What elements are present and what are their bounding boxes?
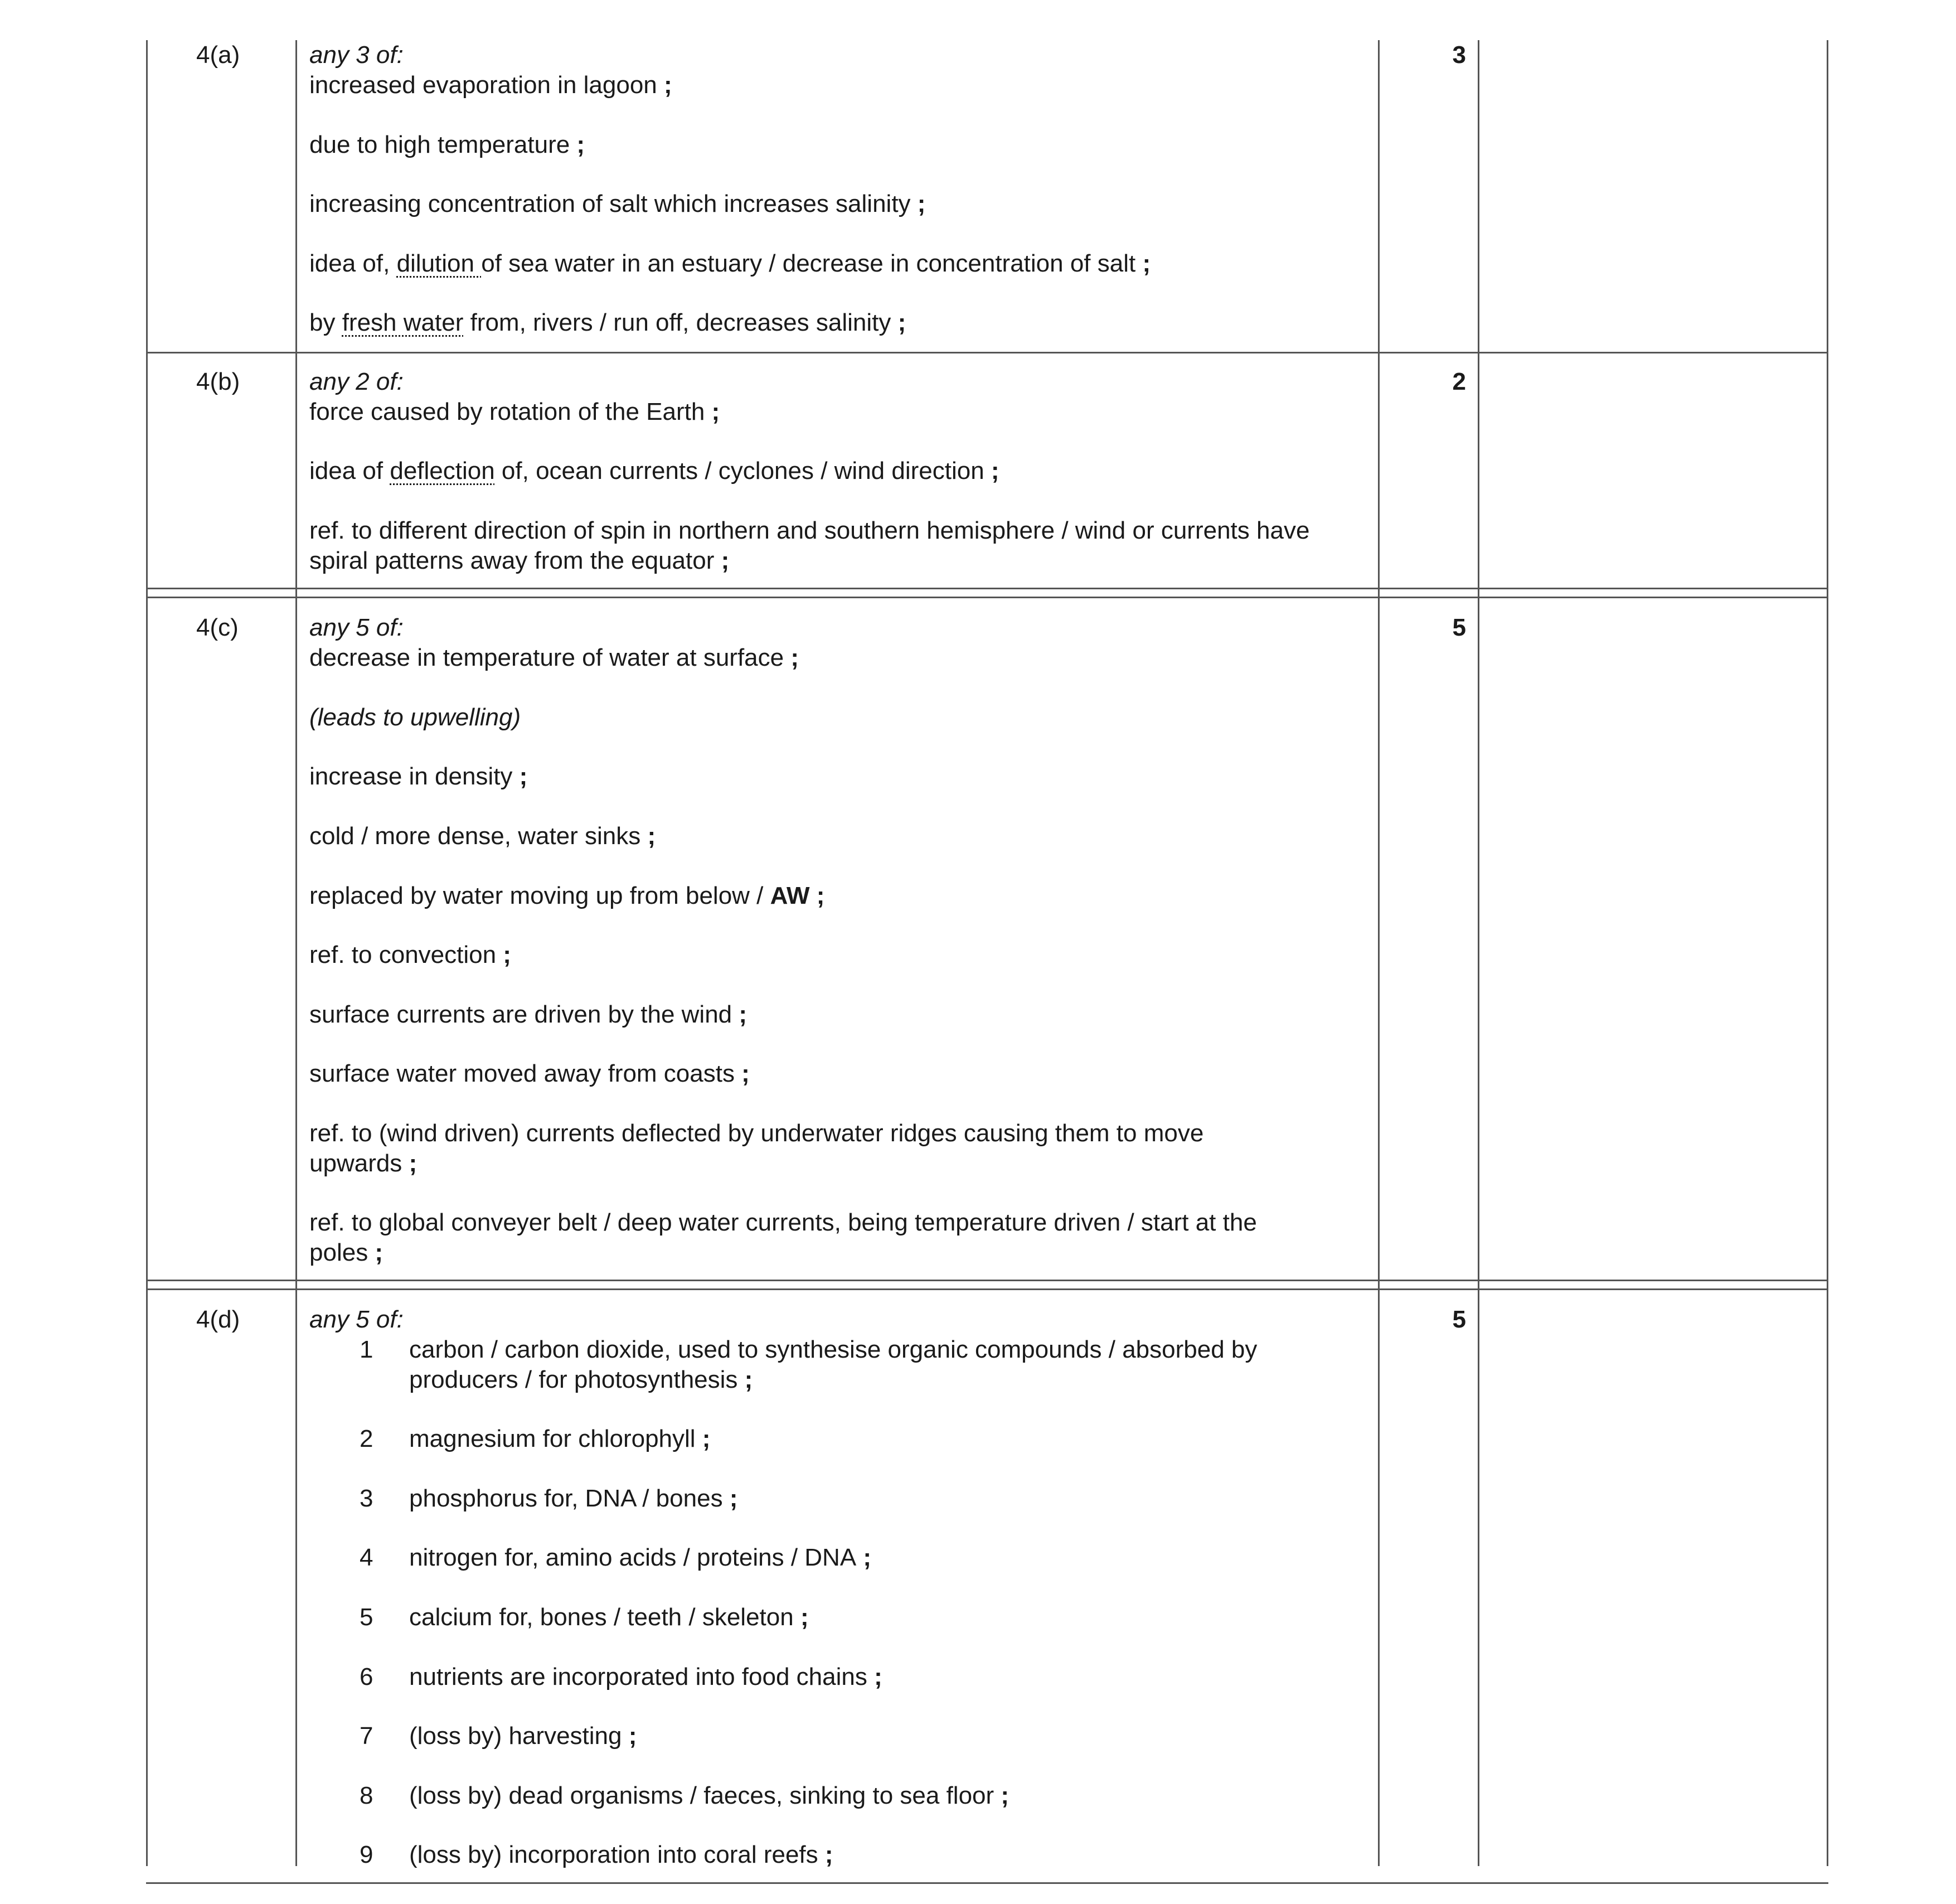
row-divider-a-b [146, 352, 1828, 353]
answer-point: increased evaporation in lagoon ; [309, 71, 672, 99]
alternative-wording-abbrev: AW [770, 882, 810, 909]
column-divider-question [295, 40, 297, 1866]
answer-point: phosphorus for, DNA / bones ; [409, 1485, 738, 1512]
marks-value: 3 [1452, 41, 1466, 69]
column-divider-marks [1478, 40, 1479, 1866]
marks-value: 5 [1452, 1306, 1466, 1333]
row-divider-c-d-1 [146, 1280, 1828, 1281]
answer-point: surface water moved away from coasts ; [309, 1060, 750, 1087]
marks-value: 5 [1452, 614, 1466, 641]
point-number: 9 [360, 1841, 373, 1868]
point-number: 5 [360, 1603, 373, 1631]
row-divider-c-d-2 [146, 1288, 1828, 1290]
point-number: 4 [360, 1544, 373, 1571]
answer-point-continued: spiral patterns away from the equator ; [309, 547, 730, 574]
answer-point: nutrients are incorporated into food chains ; [409, 1663, 882, 1690]
answer-instruction: any 2 of: [309, 368, 404, 395]
answer-point: ref. to global conveyer belt / deep water currents, being temperature driven / start at the [309, 1209, 1257, 1236]
answer-point-continued: upwards ; [309, 1150, 418, 1177]
point-number: 7 [360, 1722, 373, 1750]
marks-value: 2 [1452, 368, 1466, 395]
answer-point: ref. to (wind driven) currents deflected by underwater ridges causing them to move [309, 1120, 1204, 1147]
question-number: 4(b) [196, 368, 240, 395]
answer-point: by fresh water from, rivers / run off, decreases salinity ; [309, 309, 906, 336]
answer-point: replaced by water moving up from below / AW ; [309, 882, 825, 909]
underlined-term: fresh water [342, 309, 464, 336]
table-border-right [1827, 40, 1828, 1866]
answer-point: force caused by rotation of the Earth ; [309, 398, 720, 425]
answer-point: (loss by) harvesting ; [409, 1722, 637, 1750]
row-divider-b-c-1 [146, 588, 1828, 589]
answer-point: idea of deflection of, ocean currents / cyclones / wind direction ; [309, 457, 999, 485]
answer-point-continued: producers / for photosynthesis ; [409, 1366, 753, 1393]
answer-point: ref. to different direction of spin in northern and southern hemisphere / wind or currents have [309, 517, 1310, 544]
underlined-term: dilution [396, 250, 482, 277]
answer-point: nitrogen for, amino acids / proteins / DNA ; [409, 1544, 872, 1571]
answer-instruction: any 5 of: [309, 614, 404, 641]
table-border-left [146, 40, 148, 1866]
answer-point: magnesium for chlorophyll ; [409, 1425, 711, 1452]
answer-point: (loss by) incorporation into coral reefs ; [409, 1841, 833, 1868]
answer-instruction: any 5 of: [309, 1306, 404, 1333]
row-divider-b-c-2 [146, 597, 1828, 598]
answer-point: cold / more dense, water sinks ; [309, 822, 656, 850]
underlined-term: deflection [390, 457, 495, 485]
table-border-bottom [146, 1882, 1828, 1884]
point-number: 6 [360, 1663, 373, 1690]
answer-point: decrease in temperature of water at surface ; [309, 644, 799, 671]
answer-point-continued: poles ; [309, 1239, 384, 1266]
question-number: 4(d) [196, 1306, 240, 1333]
answer-point: (loss by) dead organisms / faeces, sinking to sea floor ; [409, 1782, 1009, 1809]
answer-point: increase in density ; [309, 763, 528, 790]
answer-note: (leads to upwelling) [309, 704, 521, 731]
answer-point: due to high temperature ; [309, 131, 585, 158]
answer-point: ref. to convection ; [309, 941, 511, 968]
answer-point: calcium for, bones / teeth / skeleton ; [409, 1603, 809, 1631]
point-number: 3 [360, 1485, 373, 1512]
answer-point: increasing concentration of salt which increases salinity ; [309, 190, 926, 217]
question-number: 4(c) [196, 614, 239, 641]
answer-instruction: any 3 of: [309, 41, 404, 69]
answer-point: surface currents are driven by the wind ; [309, 1001, 748, 1028]
answer-point: idea of, dilution of sea water in an estuary / decrease in concentration of salt ; [309, 250, 1151, 277]
column-divider-answer [1378, 40, 1380, 1866]
point-number: 1 [360, 1336, 373, 1363]
answer-point: carbon / carbon dioxide, used to synthesise organic compounds / absorbed by [409, 1336, 1258, 1363]
question-number: 4(a) [196, 41, 240, 69]
point-number: 8 [360, 1782, 373, 1809]
point-number: 2 [360, 1425, 373, 1452]
